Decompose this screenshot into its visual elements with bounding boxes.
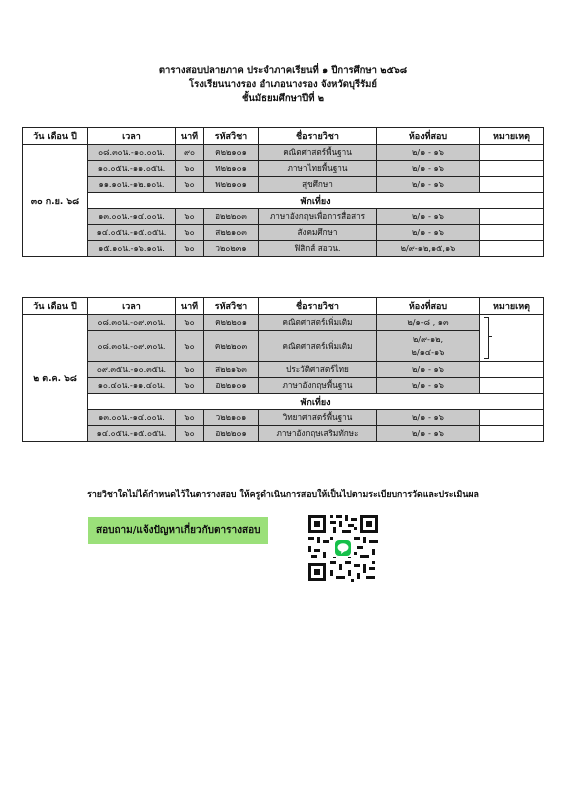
- cell-room: ๒/๑ - ๑๖: [377, 426, 480, 442]
- cell-room: [377, 331, 480, 362]
- cell-room: ๒/๑ - ๑๖: [377, 378, 480, 394]
- cell-time: ๑๓.๐๐น.-๑๔.๐๐น.: [88, 410, 176, 426]
- qr-code-icon[interactable]: [305, 512, 381, 584]
- cell-time: ๑๕.๑๐น.-๑๖.๑๐น.: [88, 241, 176, 257]
- cell-code: ว๒๒๑๐๑: [204, 410, 259, 426]
- cell-note: [480, 426, 544, 442]
- cell-minutes: ๖๐: [176, 241, 204, 257]
- footnote: รายวิชาใดไม่ได้กำหนดไว้ในตารางสอบ ให้ครูดำเนินการสอบให้เป็นไปตามระเบียบการวัดและประเมินผล: [87, 490, 479, 500]
- cell-code: ท๒๒๑๐๑: [204, 161, 259, 177]
- lunch-break-label: พักเที่ยง: [88, 394, 544, 410]
- cell-minutes: ๙๐: [176, 145, 204, 161]
- cell-code: ค๒๒๑๐๑: [204, 145, 259, 161]
- cell-code: อ๒๒๒๐๓: [204, 209, 259, 225]
- cell-note: [480, 410, 544, 426]
- cell-code: พ๒๒๑๐๑: [204, 177, 259, 193]
- col-header-code: รหัสวิชา: [204, 128, 259, 145]
- exam-table-day2: [22, 297, 544, 442]
- exam-date: ๒ ต.ค. ๖๘: [23, 315, 88, 442]
- bracket-mark: [484, 317, 489, 359]
- cell-subject: คณิตศาสตร์เพิ่มเติม: [259, 331, 377, 362]
- exam-table-day1: [22, 127, 544, 257]
- cell-time: ๐๙.๓๕น.-๑๐.๓๕น.: [88, 362, 176, 378]
- cell-minutes: ๖๐: [176, 177, 204, 193]
- cell-subject: ประวัติศาสตร์ไทย: [259, 362, 377, 378]
- cell-note: [480, 241, 544, 257]
- table-row: [23, 225, 544, 241]
- table-row: [23, 426, 544, 442]
- col-header-note: หมายเหตุ: [480, 298, 544, 315]
- cell-minutes: ๖๐: [176, 378, 204, 394]
- cell-note: [480, 362, 544, 378]
- header-school: โรงเรียนนางรอง อำเภอนางรอง จังหวัดบุรีรัมย์: [189, 79, 377, 90]
- table-header-row: [23, 298, 544, 315]
- cell-room: ๒/๑ - ๑๖: [377, 362, 480, 378]
- cell-room: ๒/๑ - ๑๖: [377, 145, 480, 161]
- cell-room: ๒/๙-๑๒,๑๕,๑๖: [377, 241, 480, 257]
- cell-time: ๑๐.๐๕น.-๑๑.๐๕น.: [88, 161, 176, 177]
- col-header-note: หมายเหตุ: [480, 128, 544, 145]
- cell-subject: คณิตศาสตร์เพิ่มเติม: [259, 315, 377, 331]
- cell-minutes: ๖๐: [176, 315, 204, 331]
- cell-code: อ๒๒๑๐๑: [204, 378, 259, 394]
- cell-time: ๐๘.๓๐น.-๐๙.๓๐น.: [88, 331, 176, 362]
- cell-room: ๒/๑ - ๑๖: [377, 161, 480, 177]
- cell-code: ส๒๒๑๐๓: [204, 225, 259, 241]
- cell-subject: ภาษาอังกฤษเพื่อการสื่อสาร: [259, 209, 377, 225]
- table-row: [23, 331, 544, 362]
- lunch-break-row: [23, 394, 544, 410]
- table-row: [23, 145, 544, 161]
- table-row: [23, 241, 544, 257]
- cell-subject: สังคมศึกษา: [259, 225, 377, 241]
- cell-minutes: ๖๐: [176, 410, 204, 426]
- col-header-date: วัน เดือน ปี: [23, 298, 88, 315]
- cell-minutes: ๖๐: [176, 161, 204, 177]
- header-grade: ชั้นมัธยมศึกษาปีที่ ๒: [241, 93, 325, 104]
- cell-time: ๑๔.๐๕น.-๑๕.๐๕น.: [88, 225, 176, 241]
- cell-subject: สุขศึกษา: [259, 177, 377, 193]
- cell-time: ๑๔.๐๕น.-๑๕.๐๕น.: [88, 426, 176, 442]
- table-row: [23, 177, 544, 193]
- contact-banner: สอบถาม/แจ้งปัญหาเกี่ยวกับตารางสอบ: [88, 517, 268, 544]
- bracket-tick: [488, 336, 492, 337]
- cell-note: [480, 209, 544, 225]
- col-header-time: เวลา: [88, 298, 176, 315]
- cell-room: ๒/๑ - ๑๖: [377, 225, 480, 241]
- document-header: [0, 64, 566, 106]
- cell-time: ๑๐.๔๐น.-๑๑.๔๐น.: [88, 378, 176, 394]
- cell-time: ๑๑.๑๐น.-๑๒.๑๐น.: [88, 177, 176, 193]
- cell-code: อ๒๒๒๐๑: [204, 426, 259, 442]
- table-row: [23, 410, 544, 426]
- col-header-room: ห้องที่สอบ: [377, 298, 480, 315]
- table-row: [23, 209, 544, 225]
- col-header-code: รหัสวิชา: [204, 298, 259, 315]
- lunch-break-label: พักเที่ยง: [88, 193, 544, 209]
- cell-room: ๒/๑ - ๑๖: [377, 177, 480, 193]
- table-row: [23, 315, 544, 331]
- cell-room: ๒/๑-๘ , ๑๓: [377, 315, 480, 331]
- table-row: [23, 378, 544, 394]
- room-line-2: ๒/๑๔-๑๖: [411, 347, 445, 357]
- cell-note: [480, 145, 544, 161]
- table-row: [23, 362, 544, 378]
- header-title: ตารางสอบปลายภาค ประจำภาคเรียนที่ ๑ ปีการศึกษา ๒๕๖๘: [158, 65, 408, 76]
- col-header-minutes: นาที: [176, 298, 204, 315]
- col-header-subject: ชื่อรายวิชา: [259, 128, 377, 145]
- cell-code: ค๒๒๒๐๑: [204, 315, 259, 331]
- cell-minutes: ๖๐: [176, 426, 204, 442]
- table-header-row: [23, 128, 544, 145]
- cell-subject: ฟิสิกส์ สอวน.: [259, 241, 377, 257]
- col-header-date: วัน เดือน ปี: [23, 128, 88, 145]
- cell-code: ว๒๐๒๓๑: [204, 241, 259, 257]
- cell-note: [480, 378, 544, 394]
- room-line-1: ๒/๙-๑๒,: [412, 334, 444, 344]
- col-header-time: เวลา: [88, 128, 176, 145]
- cell-minutes: ๖๐: [176, 225, 204, 241]
- cell-minutes: ๖๐: [176, 209, 204, 225]
- col-header-subject: ชื่อรายวิชา: [259, 298, 377, 315]
- exam-date: ๓๐ ก.ย. ๖๘: [23, 145, 88, 257]
- cell-subject: ภาษาอังกฤษเสริมทักษะ: [259, 426, 377, 442]
- cell-time: ๑๓.๐๐น.-๑๔.๐๐น.: [88, 209, 176, 225]
- cell-time: ๐๘.๓๐น.-๑๐.๐๐น.: [88, 145, 176, 161]
- cell-subject: ภาษาไทยพื้นฐาน: [259, 161, 377, 177]
- cell-subject: คณิตศาสตร์พื้นฐาน: [259, 145, 377, 161]
- cell-note: [480, 177, 544, 193]
- col-header-room: ห้องที่สอบ: [377, 128, 480, 145]
- cell-room: ๒/๑ - ๑๖: [377, 410, 480, 426]
- cell-room: ๒/๑ - ๑๖: [377, 209, 480, 225]
- cell-note: [480, 161, 544, 177]
- cell-minutes: ๖๐: [176, 331, 204, 362]
- cell-note: [480, 225, 544, 241]
- cell-minutes: ๖๐: [176, 362, 204, 378]
- cell-code: ค๒๒๒๐๓: [204, 331, 259, 362]
- lunch-break-row: [23, 193, 544, 209]
- cell-code: ส๒๒๑๖๓: [204, 362, 259, 378]
- table-row: [23, 161, 544, 177]
- cell-subject: วิทยาศาสตร์พื้นฐาน: [259, 410, 377, 426]
- cell-note-bracket: [480, 315, 544, 362]
- cell-subject: ภาษาอังกฤษพื้นฐาน: [259, 378, 377, 394]
- cell-time: ๐๘.๓๐น.-๐๙.๓๐น.: [88, 315, 176, 331]
- col-header-minutes: นาที: [176, 128, 204, 145]
